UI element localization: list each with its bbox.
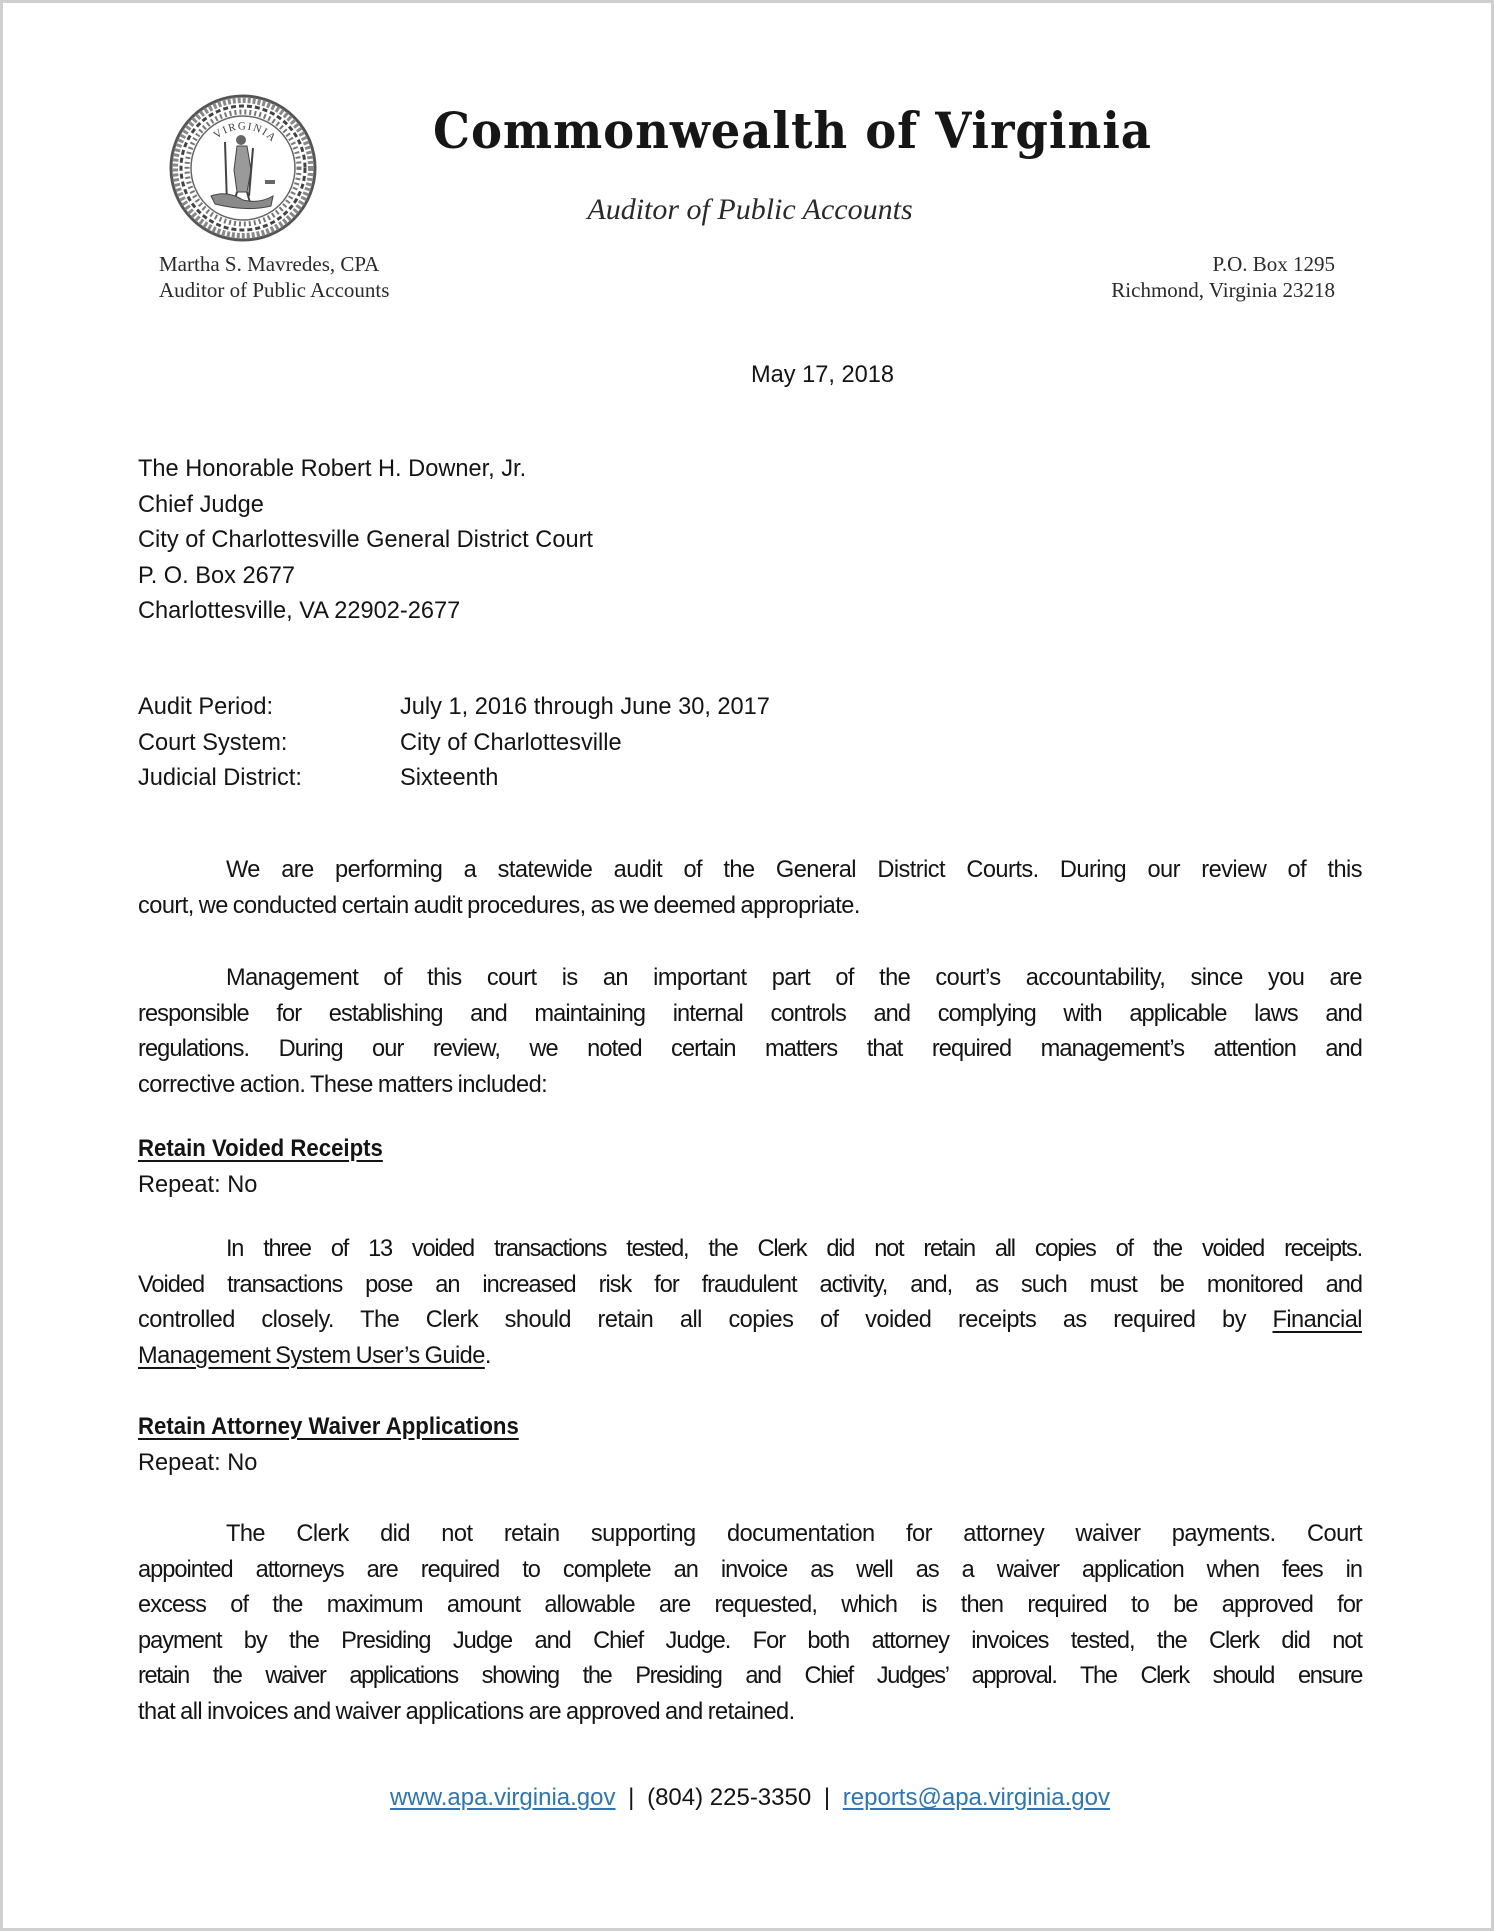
finding-2 bbox=[138, 1410, 1362, 1481]
reference-guide-title: Financial bbox=[1272, 1307, 1362, 1334]
audit-period-value: July 1, 2016 through June 30, 2017 bbox=[400, 694, 770, 720]
finding-title: Retain Attorney Waiver Applications bbox=[138, 1414, 519, 1440]
virginia-seal-icon bbox=[167, 92, 319, 244]
finding-repeat-status: Repeat: No bbox=[138, 1171, 258, 1198]
paragraph-line: appointed attorneys are required to complete an invoice as well as a waiver application when fees in bbox=[138, 1556, 1362, 1583]
audit-period-label: Audit Period: bbox=[138, 694, 274, 720]
paragraph-text: controlled closely. The Clerk should retain all copies of voided receipts as required by bbox=[138, 1307, 1246, 1334]
separator: | bbox=[823, 1784, 831, 1811]
website-link[interactable]: www.apa.virginia.gov bbox=[390, 1784, 616, 1811]
finding-repeat-status: Repeat: No bbox=[138, 1449, 258, 1476]
intro-paragraph-2 bbox=[138, 961, 1362, 1103]
paragraph-line: retain the waiver applications showing the Presiding and Chief Judges’ approval. The Clerk should ensure bbox=[138, 1663, 1362, 1690]
po-box: P.O. Box 1295 bbox=[1212, 252, 1335, 276]
seal-text: VIRGINIA bbox=[211, 120, 280, 145]
auditor-title: Auditor of Public Accounts bbox=[159, 278, 390, 302]
auditor-name-block bbox=[159, 251, 389, 303]
paragraph-line: that all invoices and waiver applications are approved and retained. bbox=[138, 1698, 795, 1725]
letterhead-subtitle: Auditor of Public Accounts bbox=[587, 193, 913, 226]
recipient-court: City of Charlottesville General District Court bbox=[138, 527, 593, 554]
letterhead-title: Commonwealth of Virginia bbox=[433, 101, 1152, 160]
intro-paragraph-1 bbox=[138, 853, 1362, 924]
paragraph-line: excess of the maximum amount allowable are requested, which is then required to be approved for bbox=[138, 1592, 1362, 1619]
finding-2-body bbox=[138, 1517, 1362, 1731]
paragraph-line: court, we conducted certain audit procedures, as we deemed appropriate. bbox=[138, 892, 860, 919]
recipient-title: Chief Judge bbox=[138, 491, 264, 518]
paragraph-line: Management of this court is an important part of the court’s accountability, since you are bbox=[226, 965, 1362, 991]
paragraph-line bbox=[138, 1339, 1362, 1375]
finding-1 bbox=[138, 1132, 1362, 1203]
paragraph-line bbox=[138, 1303, 1362, 1339]
auditor-name: Martha S. Mavredes, CPA bbox=[159, 252, 380, 276]
court-system-value: City of Charlottesville bbox=[400, 729, 622, 756]
sentence-end: . bbox=[484, 1342, 491, 1369]
separator: | bbox=[628, 1784, 635, 1811]
mailing-address-block bbox=[1111, 251, 1335, 303]
recipient-address bbox=[138, 452, 593, 630]
paragraph-line: responsible for establishing and maintaining internal controls and complying with applicable laws and bbox=[138, 1000, 1362, 1027]
paragraph-line: We are performing a statewide audit of the General District Courts. During our review of this bbox=[226, 857, 1362, 883]
reference-guide-title-cont: Management System User’s Guide bbox=[138, 1342, 485, 1369]
judicial-district-value: Sixteenth bbox=[400, 765, 499, 792]
paragraph-line: In three of 13 voided transactions tested, the Clerk did not retain all copies of the voided receipts. bbox=[226, 1236, 1362, 1262]
paragraph-line: payment by the Presiding Judge and Chief Judge. For both attorney invoices tested, the Clerk did not bbox=[138, 1627, 1362, 1654]
letter-date: May 17, 2018 bbox=[751, 362, 894, 388]
paragraph-line: corrective action. These matters included: bbox=[138, 1071, 548, 1098]
recipient-po-box: P. O. Box 2677 bbox=[138, 562, 295, 589]
judicial-district-label: Judicial District: bbox=[138, 765, 302, 792]
recipient-name: The Honorable Robert H. Downer, Jr. bbox=[138, 456, 527, 482]
court-system-label: Court System: bbox=[138, 729, 288, 756]
city-state-zip: Richmond, Virginia 23218 bbox=[1111, 278, 1335, 302]
phone-number: (804) 225-3350 bbox=[647, 1784, 812, 1811]
paragraph-line: Voided transactions pose an increased risk for fraudulent activity, and, as such must be monitored and bbox=[138, 1271, 1362, 1298]
email-link[interactable]: reports@apa.virginia.gov bbox=[842, 1784, 1110, 1811]
paragraph-line: The Clerk did not retain supporting documentation for attorney waiver payments. Court bbox=[226, 1521, 1362, 1547]
finding-title: Retain Voided Receipts bbox=[138, 1136, 383, 1162]
paragraph-line: regulations. During our review, we noted certain matters that required management’s attention and bbox=[138, 1036, 1362, 1063]
finding-1-body bbox=[138, 1232, 1362, 1374]
footer-contact bbox=[3, 1784, 1494, 1812]
recipient-city: Charlottesville, VA 22902-2677 bbox=[138, 598, 461, 625]
